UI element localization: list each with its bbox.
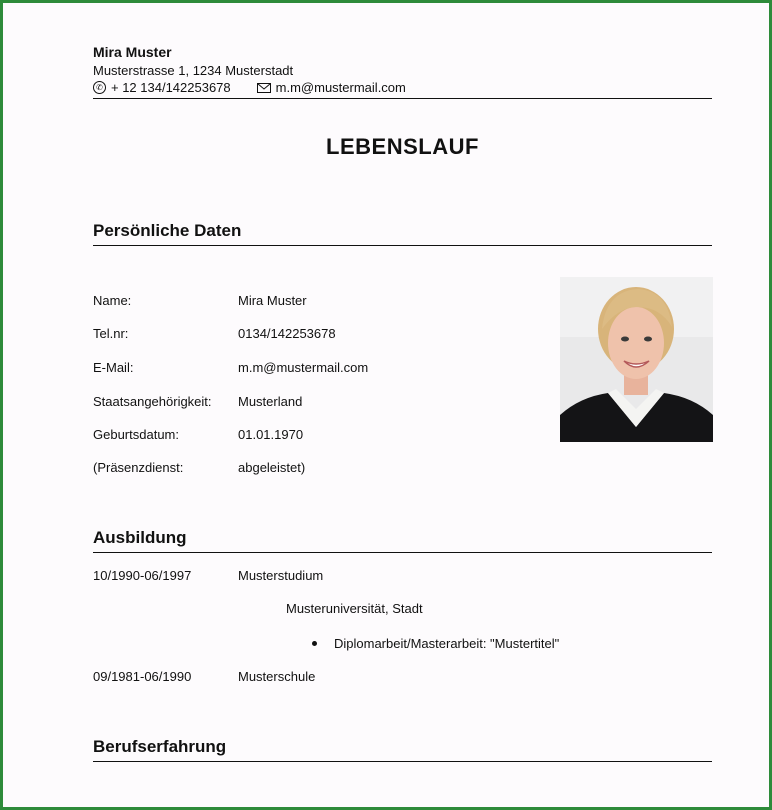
phone-icon: ✆ — [93, 81, 106, 94]
bullet-icon — [312, 641, 317, 646]
label-name: Name: — [93, 293, 132, 308]
label-phone: Tel.nr: — [93, 326, 129, 341]
document-title: LEBENSLAUF — [326, 134, 479, 159]
education-thesis: Diplomarbeit/Masterarbeit: "Mustertitel" — [334, 636, 560, 651]
education-title: Musterschule — [238, 669, 316, 684]
value-nationality: Musterland — [238, 394, 303, 409]
section-title-personal: Persönliche Daten — [93, 221, 242, 240]
section-rule-personal — [93, 245, 712, 246]
section-title-education: Ausbildung — [93, 528, 187, 547]
value-email[interactable]: m.m@mustermail.com — [238, 360, 369, 375]
education-period: 09/1981-06/1990 — [93, 669, 192, 684]
header-email[interactable]: m.m@mustermail.com — [275, 80, 406, 95]
header-phone: + 12 134/142253678 — [111, 80, 231, 95]
label-service: (Präsenzdienst: — [93, 460, 184, 475]
header-address: Musterstrasse 1, 1234 Musterstadt — [93, 63, 294, 78]
education-institution: Musteruniversität, Stadt — [286, 601, 423, 616]
section-rule-education — [93, 552, 712, 553]
label-nationality: Staatsangehörigkeit: — [93, 394, 212, 409]
header-name: Mira Muster — [93, 44, 172, 60]
header-rule — [93, 98, 712, 99]
value-service: abgeleistet) — [238, 460, 306, 475]
education-period: 10/1990-06/1997 — [93, 568, 192, 583]
value-phone: 0134/142253678 — [238, 326, 336, 341]
label-birthdate: Geburtsdatum: — [93, 427, 179, 442]
envelope-icon — [257, 83, 271, 93]
education-bullet — [312, 636, 559, 651]
label-email: E-Mail: — [93, 360, 134, 375]
value-birthdate: 01.01.1970 — [238, 427, 304, 442]
profile-photo — [560, 277, 713, 442]
section-rule-experience — [93, 761, 712, 762]
section-title-experience: Berufserfahrung — [93, 737, 227, 756]
education-title: Musterstudium — [238, 568, 324, 583]
header-contact — [93, 80, 406, 95]
value-name: Mira Muster — [238, 293, 307, 308]
